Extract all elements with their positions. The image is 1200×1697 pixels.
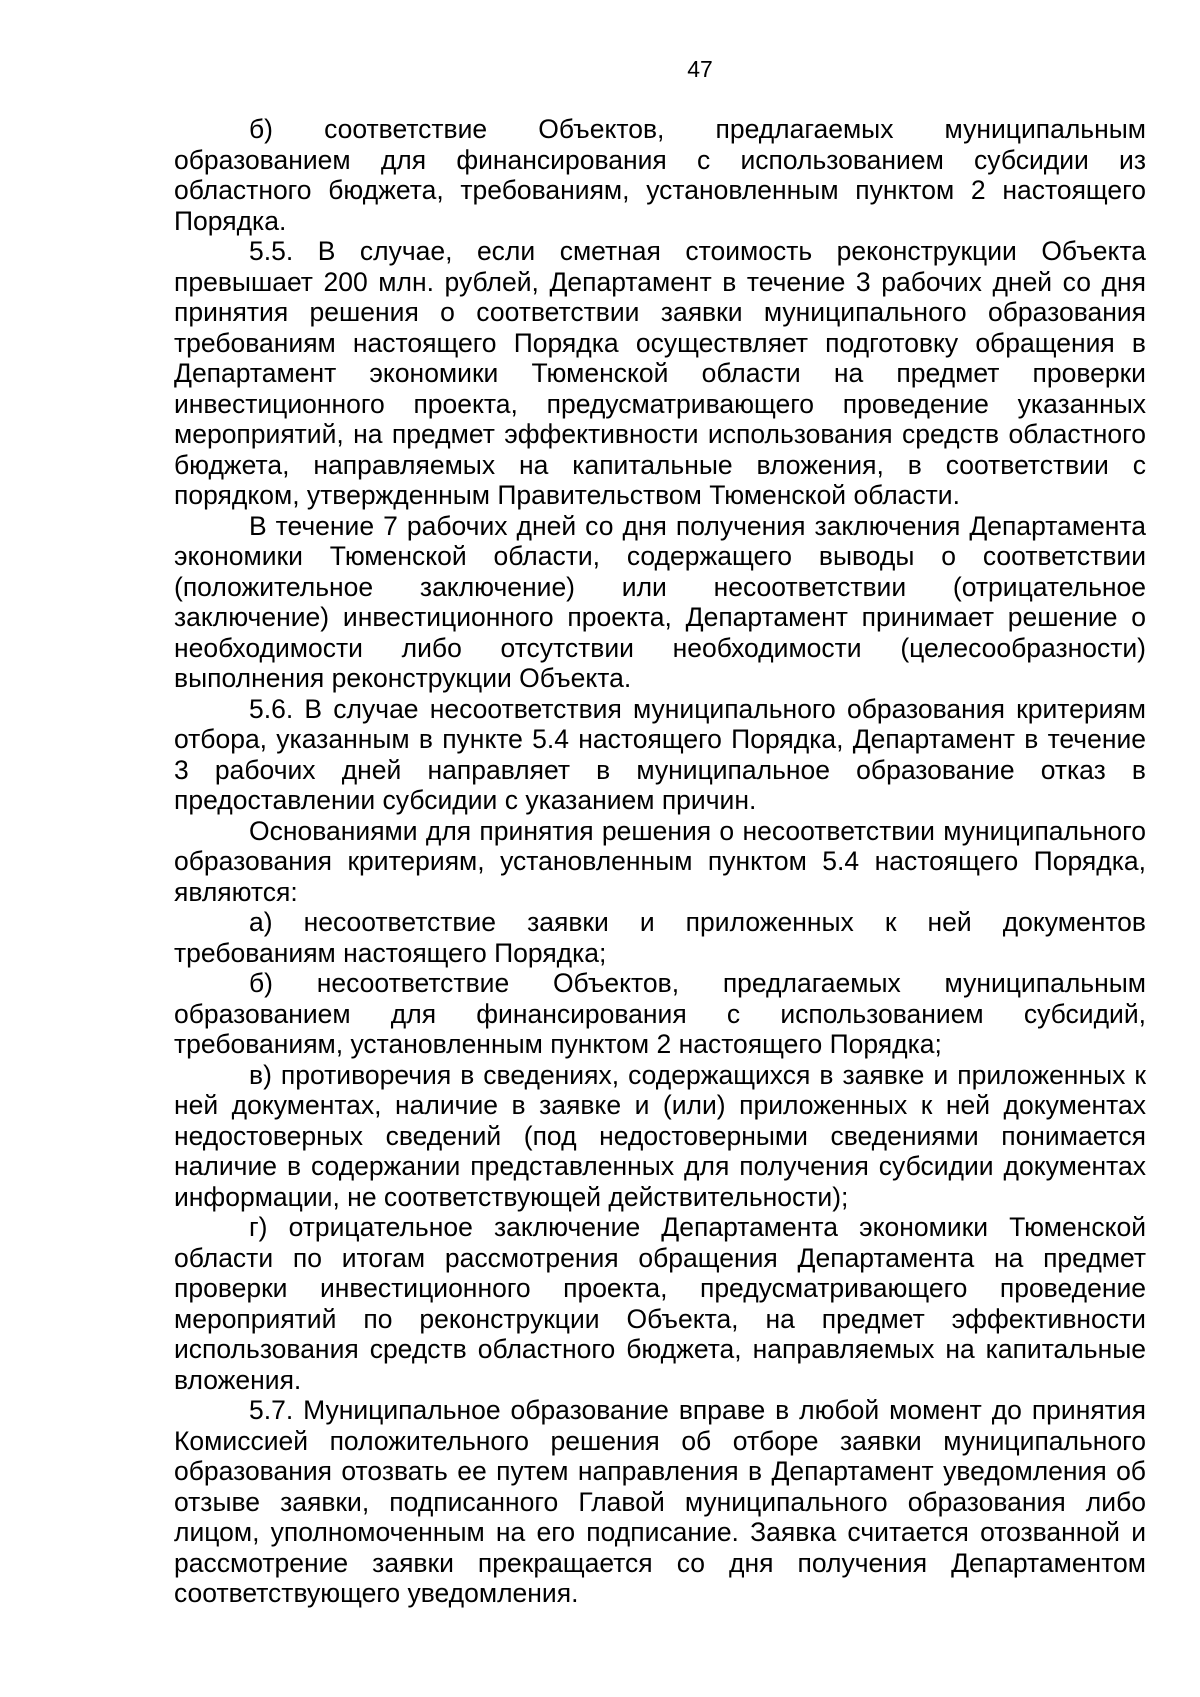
paragraph-item-b: б) несоответствие Объектов, предлагаемых муниципальным образованием для финансирования с использованием субсидий, требованиям, установленным пунктом 2 настоящего Порядка; (174, 968, 1146, 1059)
paragraph-item-a: а) несоответствие заявки и приложенных к ней документов требованиям настоящего Порядка; (174, 907, 1146, 968)
page-number: 47 (687, 56, 713, 82)
paragraph-5-6: 5.6. В случае несоответствия муниципального образования критериям отбора, указанным в пункте 5.4 настоящего Порядка, Департамент в течение 3 рабочих дней направляет в муниципальное образование отказ в предоставлении субсидии с указанием причин. (174, 693, 1146, 815)
paragraph-5-7: 5.7. Муниципальное образование вправе в любой момент до принятия Комиссией положительного решения об отборе заявки муниципального образования отозвать ее путем направления в Департамент уведомления об отзыве заявки, подписанного Главой муниципального образования либо лицом, уполномоченным на его подписание. Заявка считается отозванной и рассмотрение заявки прекращается со дня получения Департаментом соответствующего уведомления. (174, 1395, 1146, 1608)
paragraph-item-v: в) противоречия в сведениях, содержащихся в заявке и приложенных к ней документах, наличие в заявке и (или) приложенных к ней документах недостоверных сведений (под недостоверными сведениями понимается наличие в содержании представленных для получения субсидии документах информации, не соответствующей действительности); (174, 1059, 1146, 1212)
paragraph-item-g: г) отрицательное заключение Департамента экономики Тюменской области по итогам рассмотрения обращения Департамента на предмет проверки инвестиционного проекта, предусматривающего проведение мероприятий по реконструкции Объекта, на предмет эффективности использования средств областного бюджета, направляемых на капитальные вложения. (174, 1212, 1146, 1395)
paragraph-item-b-compliance: б) соответствие Объектов, предлагаемых муниципальным образованием для финансирования с использованием субсидии из областного бюджета, требованиям, установленным пунктом 2 настоящего Порядка. (174, 114, 1146, 236)
paragraph-7-days: В течение 7 рабочих дней со дня получения заключения Департамента экономики Тюменской области, содержащего выводы о соответствии (положительное заключение) или несоответствии (отрицательное заключение) инвестиционного проекта, Департамент принимает решение о необходимости либо отсутствии необходимости (целесообразности) выполнения реконструкции Объекта. (174, 510, 1146, 693)
document-body (174, 114, 1146, 1609)
paragraph-5-5: 5.5. В случае, если сметная стоимость реконструкции Объекта превышает 200 млн. рублей, Департамент в течение 3 рабочих дней со дня принятия решения о соответствии заявки муниципального образования требованиям настоящего Порядка осуществляет подготовку обращения в Департамент экономики Тюменской области на предмет проверки инвестиционного проекта, предусматривающего проведение указанных мероприятий, на предмет эффективности использования средств областного бюджета, направляемых на капитальные вложения, в соответствии с порядком, утвержденным Правительством Тюменской области. (174, 236, 1146, 510)
paragraph-grounds: Основаниями для принятия решения о несоответствии муниципального образования критериям, установленным пунктом 5.4 настоящего Порядка, являются: (174, 815, 1146, 907)
